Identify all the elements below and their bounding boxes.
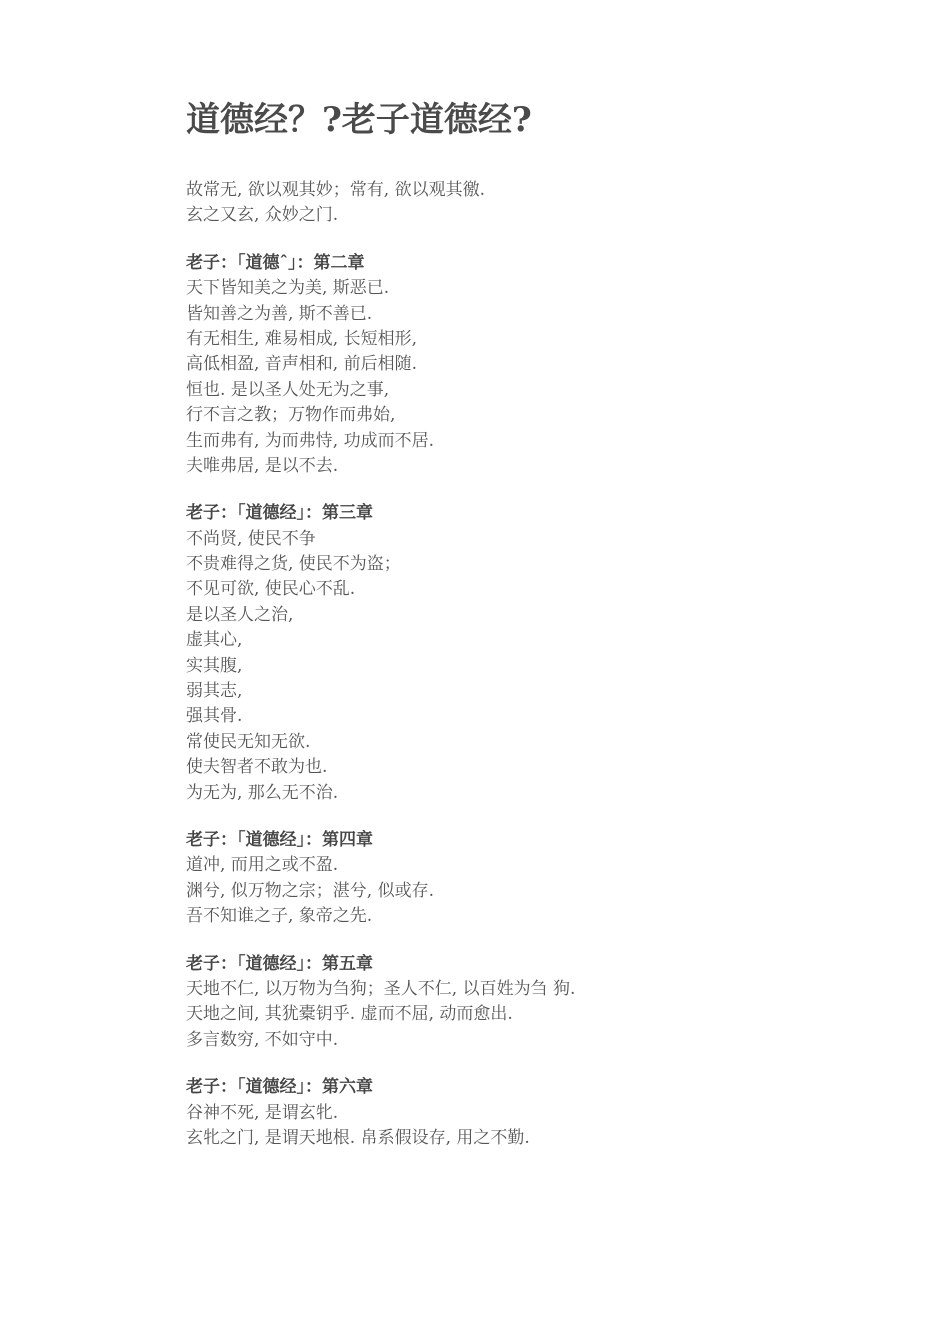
text-line: 高低相盈, 音声相和, 前后相随. [186, 354, 418, 375]
chapter-3 [186, 501, 886, 806]
chapter-heading: 老子：「道德经」：第五章 [186, 953, 373, 974]
text-line: 行不言之教；万物作而弗始, [186, 405, 396, 426]
text-line: 天地不仁, 以万物为刍狗；圣人不仁, 以百姓为刍 狗. [186, 978, 576, 999]
text-line: 玄之又玄, 众妙之门. [186, 205, 339, 226]
text-line: 虚其心, [186, 630, 243, 651]
text-line: 使夫智者不敢为也. [186, 757, 328, 778]
text-line: 生而弗有, 为而弗恃, 功成而不居. [186, 430, 435, 451]
text-line: 为无为, 那么无不治. [186, 782, 339, 803]
text-line: 有无相生, 难易相成, 长短相形, [186, 328, 418, 349]
text-line: 是以圣人之治, [186, 604, 294, 625]
text-line: 天下皆知美之为美, 斯恶已. [186, 278, 390, 299]
text-line: 不尚贤, 使民不争 [186, 528, 316, 549]
text-line: 道冲, 而用之或不盈. [186, 855, 339, 876]
text-line: 弱其志, [186, 681, 243, 702]
chapter-6 [186, 1075, 886, 1151]
text-line: 皆知善之为善, 斯不善已. [186, 303, 373, 324]
text-line: 玄牝之门, 是谓天地根. 帛系假设存, 用之不勤. [186, 1127, 530, 1148]
text-line: 恒也. 是以圣人处无为之事, [186, 379, 390, 400]
text-line: 强其骨. [186, 706, 243, 727]
text-line: 渊兮, 似万物之宗；湛兮, 似或存. [186, 880, 435, 901]
intro-section [186, 178, 886, 229]
chapter-heading: 老子：「道德经」：第四章 [186, 829, 373, 850]
chapter-5 [186, 952, 886, 1054]
document-body [186, 96, 886, 1173]
text-line: 谷神不死, 是谓玄牝. [186, 1102, 339, 1123]
document-title: 道德经？?老子道德经? [186, 100, 532, 140]
chapter-heading: 老子：「道德经」：第三章 [186, 503, 373, 524]
text-line: 故常无, 欲以观其妙；常有, 欲以观其徼. [186, 180, 486, 200]
text-line: 天地之间, 其犹橐钥乎. 虚而不屈, 动而愈出. [186, 1004, 513, 1025]
text-line: 多言数穷, 不如守中. [186, 1029, 339, 1050]
text-line: 不贵难得之货, 使民不为盗； [186, 554, 401, 575]
chapter-4 [186, 828, 886, 930]
chapter-2 [186, 251, 886, 480]
chapter-heading: 老子：「道德经」：第六章 [186, 1077, 373, 1098]
chapter-heading: 老子：「道德ˆ」：第二章 [186, 252, 365, 273]
text-line: 实其腹, [186, 655, 243, 676]
text-line: 不见可欲, 使民心不乱. [186, 579, 356, 600]
text-line: 常使民无知无欲. [186, 731, 311, 752]
text-line: 吾不知谁之子, 象帝之先. [186, 906, 373, 927]
text-line: 夫唯弗居, 是以不去. [186, 455, 339, 476]
